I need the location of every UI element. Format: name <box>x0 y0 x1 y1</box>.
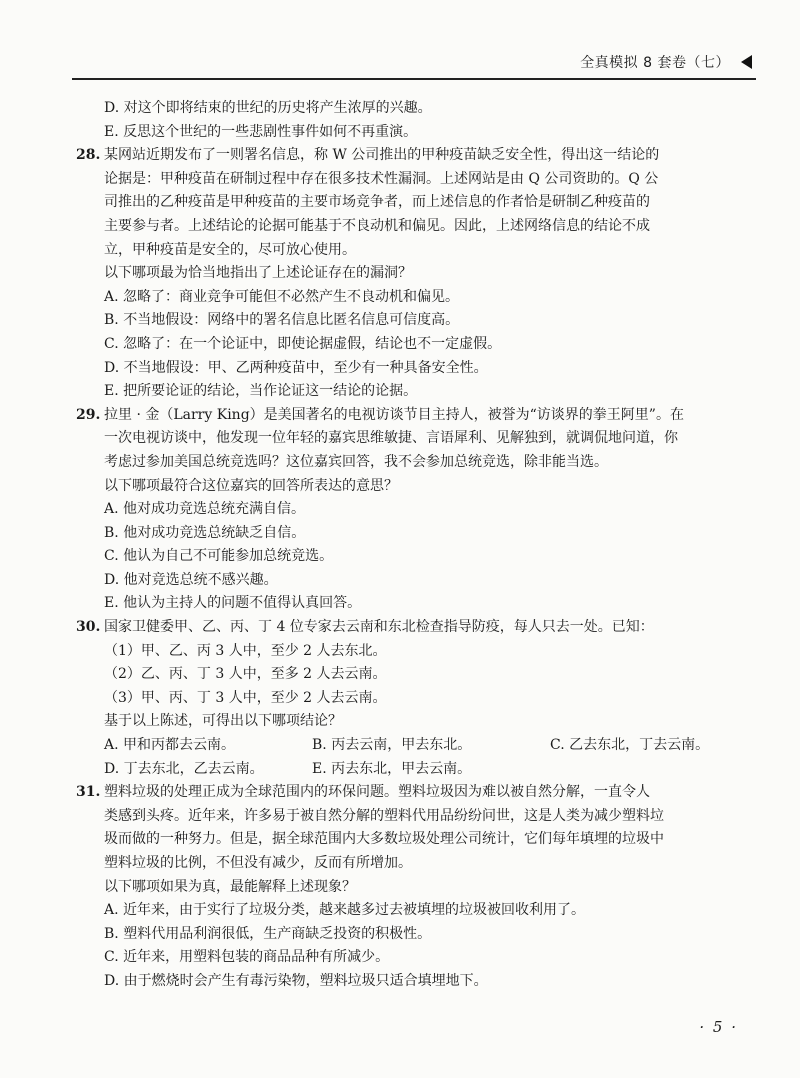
q31-option-d: D. 由于燃烧时会产生有毒污染物，塑料垃圾只适合填埋地下。 <box>104 972 488 989</box>
header-title: 全真模拟 8 套卷（七） <box>580 55 730 71</box>
q28-stem-line: 论据是：甲种疫苗在研制过程中存在很多技术性漏洞。上述网站是由 Q 公司资助的。Q 公 <box>104 170 659 187</box>
q29-option-c: C. 他认为自己不可能参加总统竞选。 <box>104 548 334 565</box>
q28-stem-line: 主要参与者。上述结论的论据可能基于不良动机和偏见。因此，上述网络信息的结论不成 <box>104 217 650 234</box>
q30-options-row-1 <box>76 734 736 758</box>
q30-stem-line: 30. 国家卫健委甲、乙、丙、丁 4 位专家去云南和东北检查指导防疫，每人只去一处。已知： <box>76 616 736 640</box>
q30-option-d: D. 丁去东北，乙去云南。 <box>104 760 264 777</box>
q29-option-a: A. 他对成功竞选总统充满自信。 <box>104 501 306 518</box>
q30-options-row-2 <box>76 758 736 782</box>
q30-option-c: C. 乙去东北，丁去云南。 <box>550 737 710 754</box>
q30-condition-1: （1）甲、乙、丙 3 人中，至少 2 人去东北。 <box>104 642 387 659</box>
q29-stem-line: 一次电视访谈中，他发现一位年轻的嘉宾思维敏捷、言语犀利、见解独到，就调侃地问道，你 <box>104 430 678 447</box>
q31-option-c: C. 近年来，用塑料包装的商品品种有所减少。 <box>104 949 390 966</box>
q30-option-a: A. 甲和丙都去云南。 <box>104 737 236 754</box>
q29-option-b: B. 他对成功竞选总统缺乏自信。 <box>104 524 306 541</box>
q30-option-b: B. 丙去云南，甲去东北。 <box>312 737 472 754</box>
triangle-marker-icon <box>741 55 752 69</box>
q28-stem-line: 28. 某网站近期发布了一则署名信息，称 W 公司推出的甲种疫苗缺乏安全性，得出这一结论的 <box>76 144 736 168</box>
q27-option-e: E. 反思这个世纪的一些悲剧性事件如何不再重演。 <box>104 123 418 140</box>
q28-stem-line: 司推出的乙种疫苗是甲种疫苗的主要市场竞争者，而上述信息的作者恰是研制乙种疫苗的 <box>104 194 650 211</box>
q30-condition-2: （2）乙、丙、丁 3 人中，至多 2 人去云南。 <box>104 666 387 683</box>
q29-number: 29. <box>76 406 101 423</box>
q30-question: 基于以上陈述，可得出以下哪项结论？ <box>104 713 342 730</box>
q31-stem-line: 圾而做的一种努力。但是，据全球范围内大多数垃圾处理公司统计，它们每年填埋的垃圾中 <box>104 831 664 848</box>
q31-stem-line: 塑料垃圾的比例，不但没有减少，反而有所增加。 <box>104 855 412 871</box>
q31-stem-line: 类感到头疼。近年来，许多易于被自然分解的塑料代用品纷纷问世，这是人类为减少塑料垃 <box>104 807 664 824</box>
page-number: · 5 · <box>699 1018 738 1036</box>
page-content <box>76 97 736 994</box>
q31-option-b: B. 塑料代用品利润很低，生产商缺乏投资的积极性。 <box>104 925 432 942</box>
q30-number: 30. <box>76 619 101 636</box>
q31-question: 以下哪项如果为真，最能解释上述现象？ <box>104 878 356 895</box>
q28-option-a: A. 忽略了：商业竞争可能但不必然产生不良动机和偏见。 <box>104 288 460 305</box>
q29-stem-line: 考虑过参加美国总统竞选吗？这位嘉宾回答，我不会参加总统竞选，除非能当选。 <box>104 453 608 470</box>
q29-option-d: D. 他对竞选总统不感兴趣。 <box>104 571 278 588</box>
q28-option-c: C. 忽略了：在一个论证中，即使论据虚假，结论也不一定虚假。 <box>104 335 502 352</box>
q28-option-d: D. 不当地假设：甲、乙两种疫苗中，至少有一种具备安全性。 <box>104 359 488 376</box>
q28-option-e: E. 把所要论证的结论，当作论证这一结论的论据。 <box>104 383 418 400</box>
q31-option-a: A. 近年来，由于实行了垃圾分类，越来越多过去被填埋的垃圾被回收利用了。 <box>104 902 586 919</box>
q30-condition-3: （3）甲、丙、丁 3 人中，至少 2 人去云南。 <box>104 689 387 706</box>
q29-stem-line: 29. 拉里 · 金（Larry King）是美国著名的电视访谈节目主持人，被誉为“访谈界的拳王阿里”。在 <box>76 404 736 428</box>
q29-question: 以下哪项最符合这位嘉宾的回答所表达的意思？ <box>104 477 398 494</box>
q31-stem-line: 31. 塑料垃圾的处理正成为全球范围内的环保问题。塑料垃圾因为难以被自然分解，一直令人 <box>76 781 736 805</box>
q28-number: 28. <box>76 147 101 164</box>
q30-option-e: E. 丙去东北，甲去云南。 <box>312 760 472 777</box>
q28-option-b: B. 不当地假设：网络中的署名信息比匿名信息可信度高。 <box>104 312 460 329</box>
q27-option-d: D. 对这个即将结束的世纪的历史将产生浓厚的兴趣。 <box>104 100 432 116</box>
running-header <box>72 48 756 80</box>
q29-option-e: E. 他认为主持人的问题不值得认真回答。 <box>104 595 362 612</box>
q28-stem-line: 立，甲种疫苗是安全的，尽可放心使用。 <box>104 241 356 258</box>
q28-question: 以下哪项最为恰当地指出了上述论证存在的漏洞？ <box>104 265 412 282</box>
q31-number: 31. <box>76 784 101 801</box>
